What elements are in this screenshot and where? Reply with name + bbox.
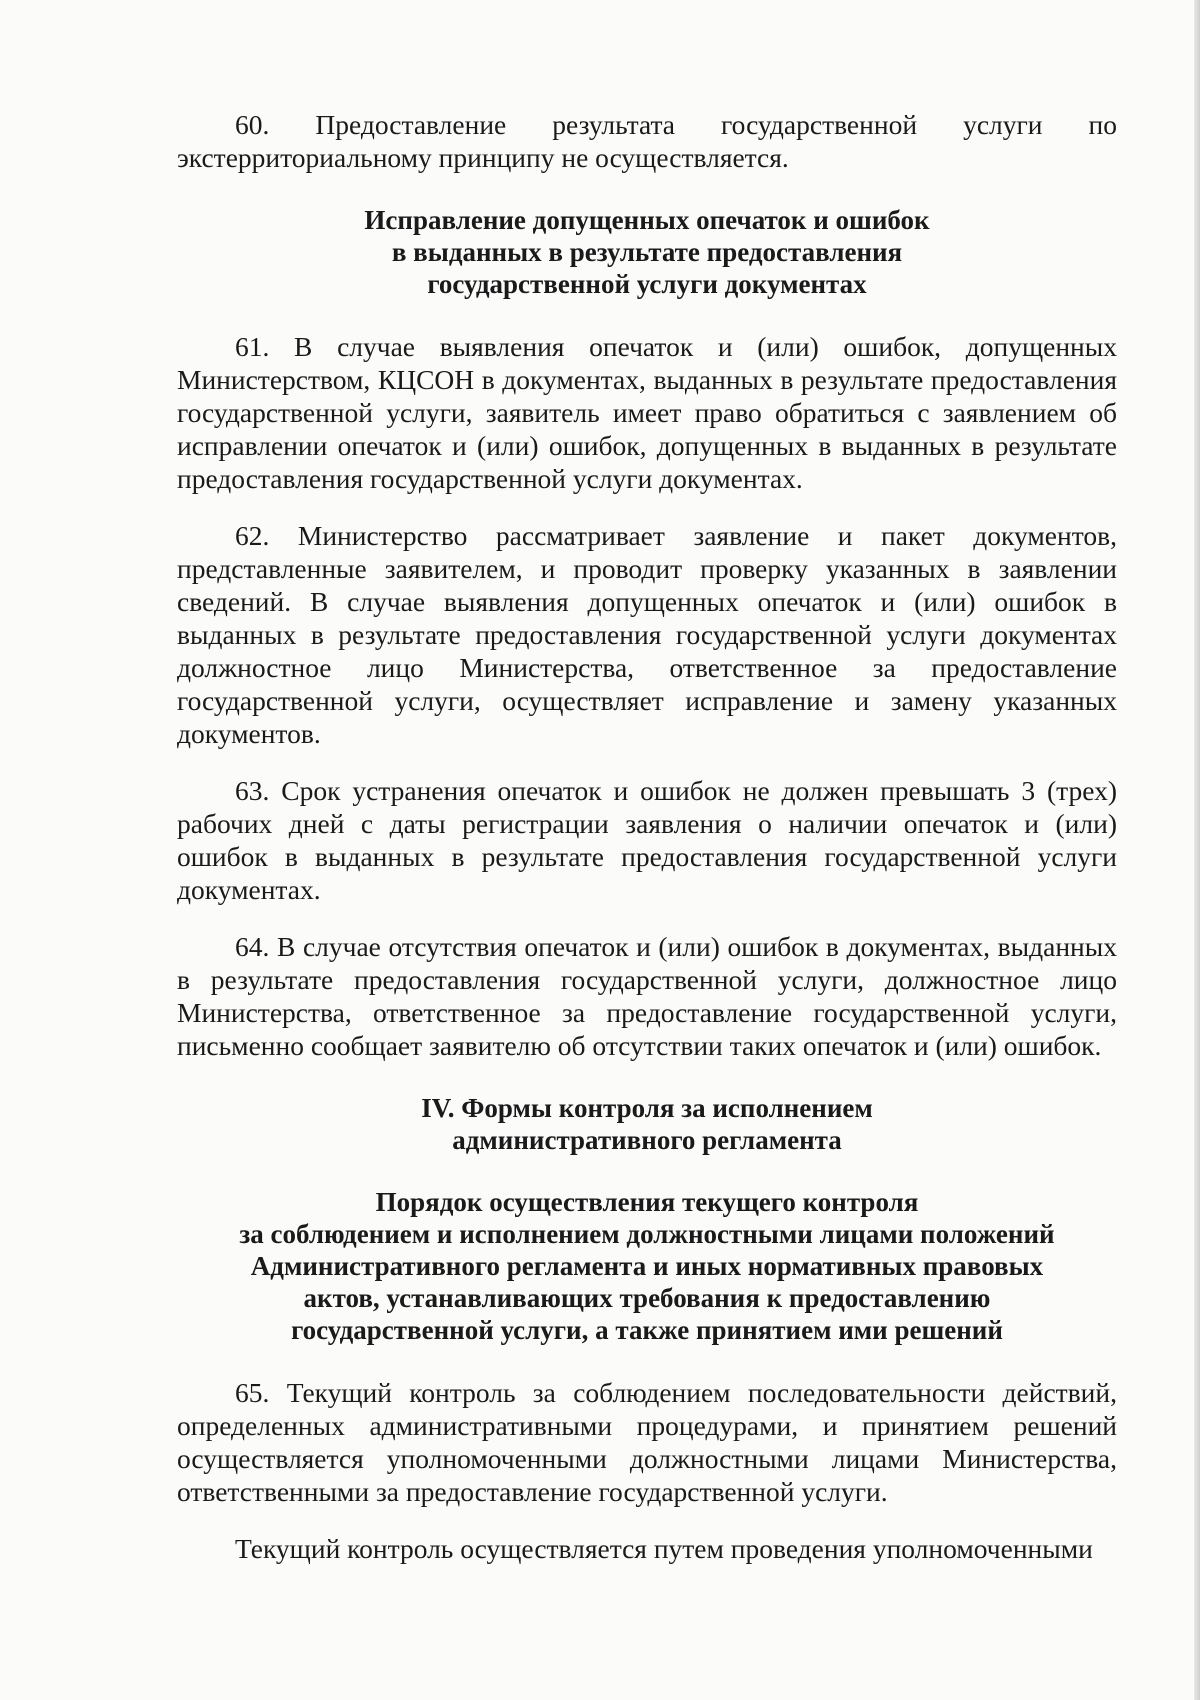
document-body: [177, 108, 1117, 1565]
paragraph-65: 65. Текущий контроль за соблюдением последовательности действий, определенных административными процедурами, и принятием решений осуществляется уполномоченными должностными лицами Министерства, ответственными за предоставление государственной услуги.: [177, 1377, 1117, 1507]
heading-line: государственной услуги, а также принятием ими решений: [291, 1315, 1003, 1345]
heading-error-correction: [177, 204, 1117, 300]
scan-edge-shadow: [1194, 0, 1200, 1700]
heading-line: актов, устанавливающих требования к предоставлению: [303, 1283, 991, 1313]
heading-line: Порядок осуществления текущего контроля: [375, 1187, 919, 1217]
heading-line: административного регламента: [452, 1125, 842, 1155]
paragraph-61: 61. В случае выявления опечаток и (или) ошибок, допущенных Министерством, КЦСОН в документах, выданных в результате предоставления государственной услуги, заявитель имеет право обратиться с заявлением об исправлении опечаток и (или) ошибок, допущенных в выданных в результате предоставления государственной услуги документах.: [177, 331, 1117, 494]
paragraph-62: 62. Министерство рассматривает заявление и пакет документов, представленные заявителем, и проводит проверку указанных в заявлении сведений. В случае выявления допущенных опечаток и (или) ошибок в выданных в результате предоставления государственной услуги документах должностное лицо Министерства, ответственное за предоставление государственной услуги, осуществляет исправление и замену указанных документов.: [177, 520, 1117, 749]
heading-line: за соблюдением и исполнением должностными лицами положений: [239, 1219, 1055, 1249]
heading-line: в выданных в результате предоставления: [391, 237, 903, 267]
paragraph-64: 64. В случае отсутствия опечаток и (или) ошибок в документах, выданных в результате предоставления государственной услуги, должностное лицо Министерства, ответственное за предоставление государственной услуги, письменно сообщает заявителю об отсутствии таких опечаток и (или) ошибок.: [177, 931, 1117, 1061]
heading-current-control: [177, 1186, 1117, 1346]
paragraph-continuation: Текущий контроль осуществляется путем проведения уполномоченными: [235, 1533, 1093, 1564]
heading-line: Исправление допущенных опечаток и ошибок: [364, 205, 930, 235]
heading-line: государственной услуги документах: [427, 269, 867, 299]
heading-line: IV. Формы контроля за исполнением: [421, 1093, 873, 1123]
heading-line: Административного регламента и иных нормативных правовых: [250, 1251, 1044, 1281]
heading-section-4: [177, 1092, 1117, 1156]
paragraph-60: 60. Предоставление результата государственной услуги по экстерриториальному принципу не осуществляется.: [177, 109, 1117, 173]
paragraph-63: 63. Срок устранения опечаток и ошибок не должен превышать 3 (трех) рабочих дней с даты регистрации заявления о наличии опечаток и (или) ошибок в выданных в результате предоставления государственной услуги документах.: [177, 775, 1117, 905]
